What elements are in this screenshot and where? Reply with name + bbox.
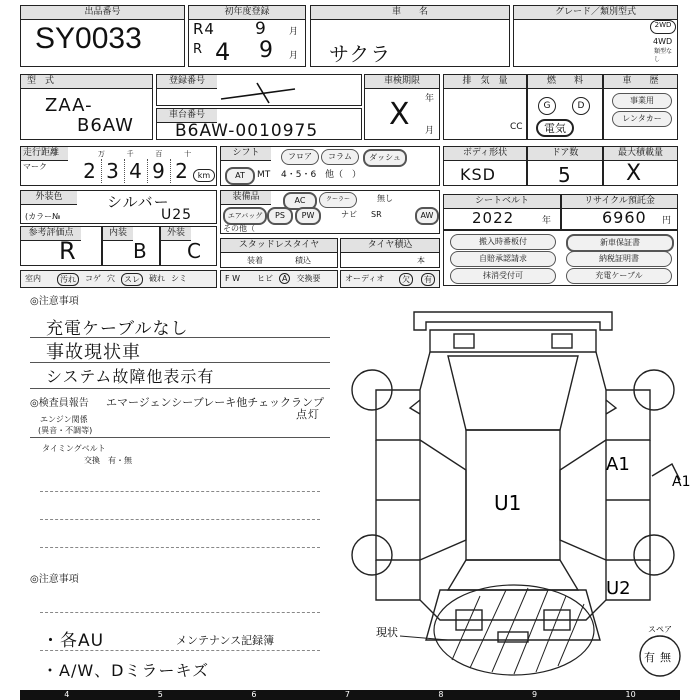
overall-grade-value: R <box>59 237 77 265</box>
equipment-aw: AW <box>415 207 439 225</box>
displacement-box <box>443 74 527 140</box>
history-box <box>603 74 678 140</box>
fw-box <box>220 270 338 288</box>
notes-title: ◎注意事項 <box>30 296 79 307</box>
capacity-box <box>603 146 678 186</box>
shift-floor: フロア <box>281 149 319 165</box>
audio-present: 有 <box>421 273 435 286</box>
notes-rule-4 <box>30 437 330 438</box>
fw-a: A <box>279 273 290 284</box>
mileage-scale-hyaku: 百 <box>155 150 163 158</box>
recycle-unit: 円 <box>662 216 672 226</box>
remark-line-2: メンテナンス記録簿 <box>176 634 275 647</box>
equipment-box <box>220 190 440 234</box>
fuel-box <box>527 74 603 140</box>
footer-strip <box>20 690 680 700</box>
audio-label: オーディオ <box>345 274 385 283</box>
fw-replace: 交換要 <box>296 274 321 283</box>
inspection-month-label: 月 <box>425 126 435 136</box>
mileage-digits <box>79 159 193 183</box>
equipment-pw: PW <box>295 207 321 225</box>
doc-warranty: 新車保証書 <box>566 234 674 252</box>
footer-4: 4 <box>64 690 70 699</box>
first-reg-month-label-2: 月 <box>289 51 299 61</box>
model-line-1: ZAA- <box>45 95 93 116</box>
notes-rule-6 <box>40 519 320 520</box>
exterior-grade-value: C <box>187 239 202 263</box>
model-header: 型 式 <box>21 75 152 89</box>
history-business: 事業用 <box>612 93 672 109</box>
grade-box <box>513 5 678 67</box>
note-line-3: システム故障他表示有 <box>46 367 215 386</box>
doors-value: 5 <box>558 163 572 187</box>
color-code: U25 <box>161 207 193 223</box>
equipment-other: その他（ <box>223 224 255 233</box>
fuel-g: G <box>538 97 556 115</box>
car-name-box <box>310 5 510 67</box>
seatbelt-box <box>443 194 561 230</box>
inspection-year-label: 年 <box>425 94 435 104</box>
drive-2wd: 2WD <box>650 20 676 34</box>
doc-deregistration: 抹消受付可 <box>450 268 556 284</box>
audio-missing: 欠 <box>399 273 413 286</box>
color-value: シルバー <box>107 193 170 211</box>
footer-7: 7 <box>344 690 350 699</box>
spare-value: 有 <box>644 651 655 664</box>
model-box <box>20 74 153 140</box>
notes-rule-5 <box>40 491 320 492</box>
first-reg-year: 4 <box>215 38 232 66</box>
mileage-digit-1: 2 <box>79 159 102 183</box>
engine-sub: (異音・不調等) <box>38 426 93 435</box>
shift-at: AT <box>225 167 255 185</box>
audio-options <box>399 273 435 286</box>
fuel-d: D <box>572 97 590 115</box>
recycle-value: 6960 <box>602 208 647 227</box>
history-rental: レンタカー <box>612 111 672 127</box>
ic-burn: コゲ <box>85 274 101 283</box>
fuel-header: 燃 料 <box>528 75 602 89</box>
inspector-title: ◎検査員報告 <box>30 398 89 409</box>
inspection-value: X <box>389 97 411 132</box>
note-line-2: 事故現状車 <box>46 342 141 363</box>
diagram-label-u1: U1 <box>494 491 522 515</box>
registration-number-cross <box>217 81 297 105</box>
inspection-expiry-header: 車検期限 <box>365 75 439 89</box>
ic-hole: 穴 <box>107 274 115 283</box>
car-name-header: 車 名 <box>311 6 509 20</box>
fw-options <box>257 273 320 284</box>
first-registration-box <box>188 5 306 67</box>
spare-none: 無 <box>660 651 671 664</box>
shift-box <box>220 146 440 186</box>
mileage-unit: km <box>193 169 215 182</box>
mileage-mark: マーク <box>23 162 47 171</box>
ic-tear: 破れ <box>149 274 165 283</box>
chassis-number-box <box>156 108 362 140</box>
engine-label: エンジン関係 <box>40 415 88 424</box>
body-type-header: ボディ形状 <box>444 147 526 161</box>
registration-number-box <box>156 74 362 106</box>
fw-crack: ヒビ <box>257 274 273 283</box>
fuel-ev: 電気 <box>536 119 574 137</box>
mileage-scale <box>87 149 202 159</box>
documents-box <box>443 230 678 286</box>
equipment-header: 装備品 <box>221 191 271 205</box>
doc-insurance: 自賠承認請求 <box>450 251 556 267</box>
mileage-digit-4: 9 <box>148 159 171 183</box>
mileage-scale-juu: 十 <box>184 150 192 158</box>
interior-grade-value: B <box>133 239 148 263</box>
doc-tax: 納税証明書 <box>566 251 672 267</box>
recycle-header: リサイクル預託金 <box>562 195 677 209</box>
doc-charge-cable: 充電ケーブル <box>566 268 672 284</box>
diagram-label-a1: A1 <box>606 454 630 475</box>
doc-plate: 搬入時番板付 <box>450 234 556 250</box>
chassis-number-header: 車台番号 <box>157 109 217 123</box>
timing-label: タイミングベルト <box>42 444 106 453</box>
shift-gears: 4・5・6 <box>281 170 317 180</box>
seatbelt-unit: 年 <box>542 216 552 226</box>
mileage-digit-2: 3 <box>102 159 125 183</box>
remarks-title: ◎注意事項 <box>30 574 79 585</box>
capacity-header: 最大積載量 <box>604 147 677 161</box>
drive-4wd: 4WD <box>653 37 673 46</box>
first-reg-era-top: R4 <box>193 20 215 38</box>
first-registration-header: 初年度登録 <box>189 6 305 20</box>
notes-rule-9 <box>40 650 320 651</box>
first-reg-month-top: 9 <box>255 19 267 39</box>
footer-5: 5 <box>157 690 163 699</box>
capacity-value: X <box>626 161 643 186</box>
equipment-ac: AC <box>283 192 317 210</box>
ic-scuff: スレ <box>121 273 143 286</box>
studless-installed: 装着 <box>247 256 263 265</box>
body-type-value: KSD <box>460 165 496 184</box>
fw-label: F W <box>225 274 241 283</box>
studless-box <box>220 238 338 268</box>
chassis-number-value: B6AW-0010975 <box>175 121 319 141</box>
footer-9: 9 <box>531 690 538 699</box>
first-reg-month-label: 月 <box>289 27 299 37</box>
body-type-box <box>443 146 527 186</box>
doors-header: ドア数 <box>528 147 602 161</box>
color-code-label: (カラー№ <box>25 212 61 221</box>
inspector-line-2: 点灯 <box>296 408 320 421</box>
history-header: 車 歴 <box>604 75 677 89</box>
interior-grade-header: 内装 <box>103 227 133 241</box>
mileage-scale-man: 万 <box>97 150 105 158</box>
overall-grade-header: 参考評価点 <box>21 227 81 241</box>
inspector-line-1: エマージェンシーブレーキ他チェックランプ <box>106 396 324 409</box>
equipment-none: 無し <box>377 194 393 203</box>
audio-box <box>340 270 440 288</box>
exterior-grade-box <box>160 226 217 266</box>
interior-condition-label: 室内 <box>25 274 41 283</box>
shift-header: シフト <box>221 147 271 161</box>
tire-load-box <box>340 238 440 268</box>
mileage-digit-5: 2 <box>175 159 189 183</box>
overall-grade-box <box>20 226 102 266</box>
grade-header: グレード／類別型式 <box>514 6 677 20</box>
note-line-1: 充電ケーブルなし <box>46 319 189 339</box>
timing-value: 交換 有・無 <box>84 456 132 465</box>
equipment-navi: ナビ <box>341 210 357 219</box>
mileage-digit-3: 4 <box>125 159 148 183</box>
color-header: 外装色 <box>21 191 77 205</box>
equipment-airbag: エアバッグ <box>223 207 267 225</box>
car-damage-diagram <box>340 296 700 696</box>
seatbelt-value: 2022 <box>472 209 515 227</box>
interior-grade-box <box>102 226 160 266</box>
model-line-2: B6AW <box>77 115 134 136</box>
shift-mt: MT <box>257 170 271 180</box>
remark-line-1: ・各AU <box>42 631 105 651</box>
tire-load-header: タイヤ積込 <box>341 239 439 253</box>
doors-box <box>527 146 603 186</box>
interior-condition-box <box>20 270 217 288</box>
notes-rule-8 <box>40 612 320 613</box>
car-name-value: サクラ <box>329 42 392 66</box>
seatbelt-header: シートベルト <box>444 195 560 209</box>
equipment-sr: SR <box>371 210 382 219</box>
ic-stain: シミ <box>171 274 187 283</box>
tire-load-unit: 本 <box>417 256 425 265</box>
studless-header: スタッドレスタイヤ <box>221 239 337 253</box>
exterior-grade-header: 外装 <box>161 227 191 241</box>
displacement-unit: CC <box>510 122 523 132</box>
diagram-label-genjo: 現状 <box>376 626 398 639</box>
recycle-box <box>561 194 678 230</box>
studless-loaded: 積込 <box>295 256 311 265</box>
equipment-cooler: クーラー <box>319 192 357 208</box>
spare-label: スペア <box>648 625 672 634</box>
first-reg-era-bottom: R <box>193 42 204 57</box>
mileage-scale-sen: 千 <box>126 150 134 158</box>
first-reg-month-bottom: 9 <box>259 38 274 63</box>
shift-other: 他（ ） <box>325 170 362 180</box>
footer-10: 10 <box>625 690 636 699</box>
equipment-ps: PS <box>267 207 293 225</box>
inspection-expiry-box <box>364 74 440 140</box>
notes-rule-7 <box>40 547 320 548</box>
footer-6: 6 <box>251 690 257 699</box>
diagram-label-a1-2: A1 <box>672 474 691 490</box>
shift-column: コラム <box>321 149 359 165</box>
remark-line-3: ・A/W、Dミラーキズ <box>42 661 210 680</box>
diagram-label-u2: U2 <box>606 578 631 599</box>
lot-number-header: 出品番号 <box>21 6 184 20</box>
lot-number-value: SY0033 <box>35 22 142 55</box>
drive-other: 類型なし <box>654 48 673 63</box>
color-box <box>20 190 217 224</box>
mileage-header: 走行距離 <box>21 147 68 161</box>
interior-condition-options <box>57 273 187 286</box>
displacement-header: 排 気 量 <box>444 75 526 89</box>
mileage-box <box>20 146 217 186</box>
ic-dirt: 汚れ <box>57 273 79 286</box>
shift-dash: ダッシュ <box>363 149 407 167</box>
footer-8: 8 <box>438 690 444 699</box>
registration-number-header: 登録番号 <box>157 75 217 89</box>
notes-rule-3 <box>30 388 330 389</box>
lot-number-box <box>20 5 185 67</box>
